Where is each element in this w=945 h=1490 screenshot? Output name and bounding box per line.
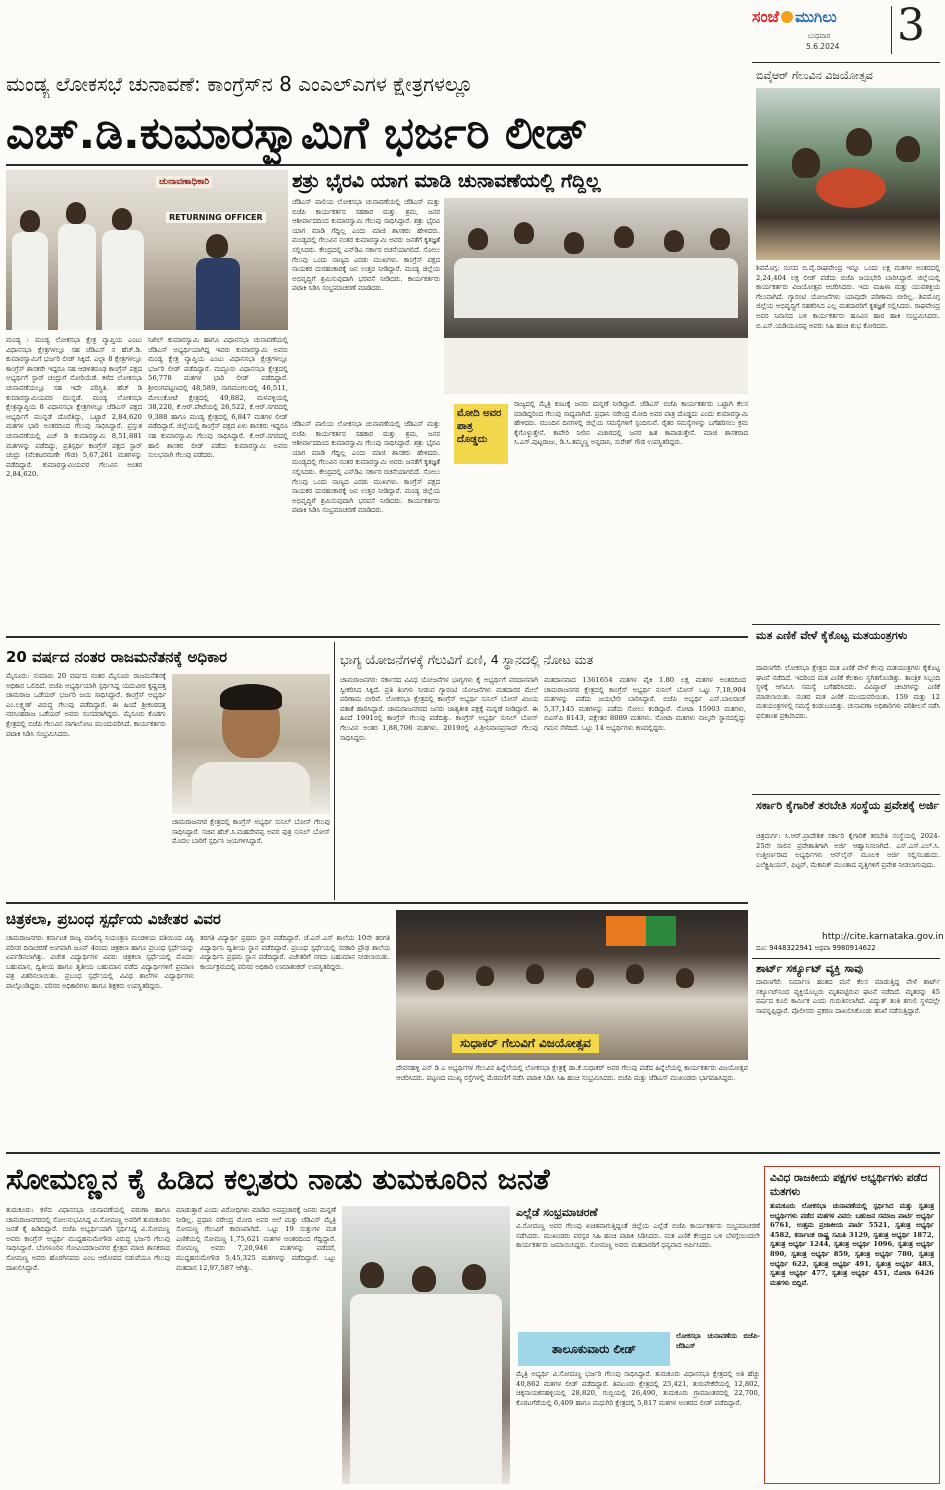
- row3-left-body: ಚಾಮರಾಜನಗರ: ಕರ್ನಾಟಕ ರಾಜ್ಯ ಮಾಲಿನ್ಯ ನಿಯಂತ್ರಣ ಮಂಡಳಿಯ ವತಿಯಿಂದ ವಿಶ್ವ ಪರಿಸರ ದಿನಾಚರಣೆ ಅಂಗವಾಗಿ ಜೂನ್ 4ರಂದು ಚಿತ್ರಕಲಾ ಹಾಗೂ ಪ್ರಬಂಧ ಸ್ಪರ್ಧೆಯನ್ನು ಏರ್ಪಡಿಸಲಾಗಿತ್ತು. ವಿಜೇತ ವಿದ್ಯಾರ್ಥಿಗಳ ವಿವರ: ಚಿತ್ರಕಲಾ ಸ್ಪರ್ಧೆಯಲ್ಲಿ ಮೊದಲ ಬಹುಮಾನ, ದ್ವಿತೀಯ ಹಾಗೂ ತೃತೀಯ ಬಹುಮಾನ ಪಡೆದ ವಿದ್ಯಾರ್ಥಿಗಳಿಗೆ ಪ್ರಮಾಣ ಪತ್ರ ವಿತರಿಸಲಾಯಿತು. ಪ್ರಬಂಧ ಸ್ಪರ್ಧೆಯಲ್ಲಿ ವಿವಿಧ ಶಾಲೆಗಳ ವಿದ್ಯಾರ್ಥಿಗಳು ಪಾಲ್ಗೊಂಡಿದ್ದರು. ಪರಿಸರ ಅಧಿಕಾರಿಗಳು ಹಾಗೂ ಶಿಕ್ಷಕರು ಉಪಸ್ಥಿತರಿದ್ದರು.: [6, 934, 194, 990]
- taluk-lead-label: ತಾಲೂಕುವಾರು ಲೀಡ್: [551, 1341, 637, 1356]
- lead-kicker: ಮಂಡ್ಯ ಲೋಕಸಭೆ ಚುನಾವಣೆ: ಕಾಂಗ್ರೆಸ್‌ನ 8 ಎಂಎಲ್‌ಎಗಳ ಕ್ಷೇತ್ರಗಳಲ್ಲೂ: [6, 72, 473, 96]
- person: [454, 258, 738, 318]
- rule: [752, 794, 940, 795]
- right-top-title: ಬಿವೈಆರ್ ಗೆಲುವಿನ ವಿಜಯೋತ್ಸವ: [756, 69, 873, 82]
- person: [426, 970, 444, 990]
- person: [462, 1264, 486, 1290]
- row3-photo-celebration: [396, 910, 748, 1060]
- sun-icon: [781, 11, 793, 23]
- person: [360, 1262, 384, 1288]
- row3-left-title: ಚಿತ್ರಕಲಾ, ಪ್ರಬಂಧ ಸ್ಪರ್ಧೆಯ ವಿಜೇತರ ವಿವರ: [6, 910, 221, 928]
- lead-body-pull: ರಾಜ್ಯದಲ್ಲಿ ಮೈತ್ರಿ ಕೂಟಕ್ಕೆ ಜನರು ಮನ್ನಣೆ ನೀಡಿದ್ದಾರೆ. ಜೆಡಿಎಸ್ ಬಿಜೆಪಿ ಕಾರ್ಯಕರ್ತರು ಒಟ್ಟಾಗಿ ಕೆಲಸ ಮಾಡಿದ್ದರಿಂದ ಗೆಲುವು ಸಾಧ್ಯವಾಗಿದೆ. ಪ್ರಧಾನಿ ನರೇಂದ್ರ ಮೋದಿ ಅವರ ಪಾತ್ರ ದೊಡ್ಡದು ಎಂದು ಕುಮಾರಸ್ವಾಮಿ ಹೇಳಿದರು. ಮುಂದಿನ ದಿನಗಳಲ್ಲಿ ಜಿಲ್ಲೆಯ ಸಮಸ್ಯೆಗಳಿಗೆ ಸ್ಪಂದಿಸುವೆ. ರೈತರ ಸಮಸ್ಯೆಗಳನ್ನು ಬಗೆಹರಿಸಲು ಕ್ರಮ ಕೈಗೊಳ್ಳುತ್ತೇನೆ. ಕಾವೇರಿ ನೀರಿನ ವಿಚಾರದಲ್ಲಿ ಜನರ ಹಿತ ಕಾಪಾಡುತ್ತೇನೆ. ಮಾಜಿ ಶಾಸಕರಾದ ಸಿ.ಎಸ್.ಪುಟ್ಟರಾಜು, ಡಿ.ಸಿ.ತಮ್ಮಣ್ಣ ಅನ್ನದಾನಿ, ಸುರೇಶ್ ಗೌಡ ಉಪಸ್ಥಿತರಿದ್ದರು.: [514, 400, 748, 447]
- lead-body-right: ಜೆಡಿಎಸ್ ಪಾಲಿಯ ಲೋಕಸಭಾ ಚುನಾವಣೆಯಲ್ಲಿ ಜೆಡಿಎಸ್ ಮತ್ತು ಬಿಜೆಪಿ ಕಾರ್ಯಕರ್ತರ ಸಹಕಾರ ಮತ್ತು ಶ್ರಮ, ಜನರ ಆಶೀರ್ವಾದದಿಂದ ಕುಮಾರಸ್ವಾಮಿ ಗೆಲುವು ಸಾಧಿಸಿದ್ದಾರೆ. ಶತ್ರು ಭೈರವಿ ಯಾಗ ಮಾಡಿ ಗೆದ್ದಿಲ್ಲ ಎಂದು ಮಾಜಿ ಶಾಸಕರು ಹೇಳಿದರು. ಮಂಡ್ಯದಲ್ಲಿ ಗೆಲುವಿನ ನಂತರ ಕುಮಾರಸ್ವಾಮಿ ಅವರು ಜನತೆಗೆ ಕೃತಜ್ಞತೆ ಸಲ್ಲಿಸಿದರು. ಕೇಂದ್ರದಲ್ಲಿ ಎನ್‌ಡಿಎ ಸರ್ಕಾರ ರಚನೆಯಾಗಲಿದೆ. ಸೋಲು ಗೆಲುವು ಒಂದು ನಾಣ್ಯದ ಎರಡು ಮುಖಗಳು. ಕಾಂಗ್ರೆಸ್ ಪಕ್ಷದ ನಾಯಕರ ದುರಹಂಕಾರಕ್ಕೆ ಜನ ಉತ್ತರ ನೀಡಿದ್ದಾರೆ. ಮಂಡ್ಯ ಜಿಲ್ಲೆಯ ಅಭಿವೃದ್ಧಿಗೆ ಶ್ರಮಿಸುವುದಾಗಿ ಭರವಸೆ ನೀಡಿದರು. ಕಾರ್ಯಕರ್ತರು ಪಟಾಕಿ ಸಿಡಿಸಿ ಸಂಭ್ರಮಾಚರಣೆ ಮಾಡಿದರು.: [292, 198, 440, 293]
- garland: [816, 168, 886, 208]
- row2-mid-body-1: ಚಾಮರಾಜನಗರ: ಸರ್ಕಾರದ ವಿವಿಧ ಯೋಜನೆಗಳ ಭಾಗ್ಯಗಳು ಕೈ ಅಭ್ಯರ್ಥಿಗೆ ವರದಾನವಾಗಿ ಸ್ವೀಕರಿಸಿದ ಸಿಕ್ಕಿದೆ. ಪ್ರತಿ ತಿಂಗಳು ನೀಡುವ ಗ್ಯಾರಂಟಿ ಯೋಜನೆಗಳು ಮತದಾರರ ಮೇಲೆ ಪರಿಣಾಮ ಬೀರಿವೆ. ಲೋಕಸಭಾ ಕ್ಷೇತ್ರದಲ್ಲಿ ಕಾಂಗ್ರೆಸ್ ಅಭ್ಯರ್ಥಿ ಸುನಿಲ್ ಬೋಸ್ ವಿಜಯ ಪತಾಕೆ ಹಾರಿಸಿದ್ದಾರೆ. ಚಾಮರಾಜನಗರದ ಜನರು ಜಾತ್ಯತೀತ ಪಕ್ಷಕ್ಕೆ ಮನ್ನಣೆ ನೀಡಿದ್ದಾರೆ. ಈ ಹಿಂದೆ 1991ರಲ್ಲಿ ಕಾಂಗ್ರೆಸ್ ಗೆಲುವು ಪಡೆದಿತ್ತು. ಕಾಂಗ್ರೆಸ್ ಅಭ್ಯರ್ಥಿ ಸುನಿಲ್ ಬೋಸ್ ಗೆಲುವಿನ ಅಂತರ 1,88,706 ಮತಗಳು. 2019ರಲ್ಲಿ ವಿ.ಶ್ರೀನಿವಾಸಪ್ರಸಾದ್ ಗೆಲುವು ಸಾಧಿಸಿದ್ದರು.: [340, 676, 538, 742]
- press-table: [444, 338, 748, 394]
- lead-headline: ಎಚ್.ಡಿ.ಕುಮಾರಸ್ವಾಮಿಗೆ ಭರ್ಜರಿ ಲೀಡ್: [6, 108, 588, 159]
- person: [792, 148, 820, 178]
- row2-mid-title: ಭಾಗ್ಯ ಯೋಜನೆಗಳಕ್ಕೆ ಗೆಲುವಿಗೆ ಏಣಿ, 4 ಸ್ಥಾನದಲ್ಲಿ ನೋಟ ಮತ: [340, 652, 594, 667]
- bottom-photo-somanna: [342, 1206, 510, 1484]
- lead-subhead: ಶತ್ರು ಭೈರವಿ ಯಾಗ ಮಾಡಿ ಚುನಾವಣೆಯಲ್ಲಿ ಗೆದ್ದಿಲ್ಲ: [292, 170, 601, 192]
- pull-quote-text: ಮೋದಿ ಅವರ ಪಾತ್ರ ದೊಡ್ಡದು: [457, 408, 502, 445]
- rule: [334, 642, 335, 900]
- rule: [6, 164, 748, 166]
- row2-mid-body-2: ಮತದಾನವಾದ 1361654 ಮತಗಳ ಪೈಕಿ 1.80 ಲಕ್ಷ ಮತಗಳ ಅಂತರದಿಂದ ಚಾಮರಾಜನಗರ ಕ್ಷೇತ್ರದಲ್ಲಿ ಕಾಂಗ್ರೆಸ್ ಅಭ್ಯರ್ಥಿ ಸುನಿಲ್ ಬೋಸ್ ಒಟ್ಟು 7,18,904 ಮತಗಳನ್ನು ಪಡೆದು ಜಯಭೇರಿ ಬಾರಿಸಿದ್ದಾರೆ. ಬಿಜೆಪಿ ಅಭ್ಯರ್ಥಿ ಎಸ್.ಬಾಲರಾಜ್ 5,37,145 ಮತಗಳನ್ನು ಪಡೆದು ಸೋಲು ಕಂಡಿದ್ದಾರೆ. ನೋಟಾ 15903 ಮತಗಳು, ಬಿಎಸ್‌ಪಿ 8143, ಪಕ್ಷೇತರ 8089 ಮತಗಳು. ನೋಟಾ ಮತಗಳು ನಾಲ್ಕನೇ ಸ್ಥಾನದಲ್ಲಿದ್ದು ಗಮನ ಸೆಳೆದಿದೆ. ಒಟ್ಟು 14 ಅಭ್ಯರ್ಥಿಗಳು ಕಣದಲ್ಲಿದ್ದರು.: [544, 676, 746, 732]
- person: [676, 968, 694, 988]
- right-job-phone: ದೂ: 9448322941 ಅಥವಾ 9980914622: [756, 944, 876, 952]
- rule: [6, 902, 748, 904]
- portrait-shirt: [192, 762, 310, 814]
- row3-photo-body: ದೇವನಹಳ್ಳಿ ಎನ್ ಡಿ ಎ ಅಭ್ಯರ್ಥಿಗಳ ಗೆಲುವಿನ ಹಿನ್ನೆಲೆಯಲ್ಲಿ ಲೋಕಸಭಾ ಕ್ಷೇತ್ರಕ್ಕೆ ಡಾ.ಕೆ.ಸುಧಾಕರ್ ಅವರ ಗೆಲುವು ಪಡೆದ ಹಿನ್ನೆಲೆಯಲ್ಲಿ ಕಾರ್ಯಕರ್ತರು ವಿಜಯೋತ್ಸವ ಆಚರಿಸಿದರು. ಪಟ್ಟಣದ ಮುಖ್ಯ ರಸ್ತೆಗಳಲ್ಲಿ ಮೆರವಣಿಗೆ ನಡೆಸಿ ಪಟಾಕಿ ಸಿಡಿಸಿ ಸಿಹಿ ಹಂಚಿ ಸಂಭ್ರಮಿಸಿದರು. ಬಿಜೆಪಿ ಮತ್ತು ಜೆಡಿಎಸ್ ಮುಖಂಡರು ಭಾಗವಹಿಸಿದ್ದರು.: [396, 1064, 748, 1082]
- person: [12, 232, 48, 330]
- rule: [6, 636, 748, 638]
- lead-photo-press: [444, 198, 748, 394]
- right-top-photo: [756, 88, 940, 260]
- person: [206, 234, 228, 258]
- logo-mugilu: ಮುಗಿಲು: [794, 8, 837, 26]
- rule: [6, 1152, 940, 1154]
- person: [576, 968, 594, 988]
- portrait-hair: [220, 684, 282, 710]
- person: [664, 230, 684, 252]
- person: [102, 230, 144, 330]
- masthead-date: 5.6.2024: [806, 42, 840, 51]
- photo-banner: ಚುನಾವಣಾಧಿಕಾರಿ: [156, 176, 212, 188]
- row2-left-title: 20 ವರ್ಷದ ನಂತರ ರಾಜಮನೆತನಕ್ಕೆ ಅಧಿಕಾರ: [6, 648, 228, 666]
- right-short-body: ದಾವಣಗೆರೆ: ನಿರ್ಮಾಣ ಹಂತದ ಮನೆ ಕೆಲಸ ಮಾಡುತ್ತಿದ್ದ ವೇಳೆ ಶಾರ್ಟ್ ಸರ್ಕ್ಯೂಟ್‌ನಿಂದ ವ್ಯಕ್ತಿಯೊಬ್ಬರು ಮೃತಪಟ್ಟಿರುವ ಘಟನೆ ನಡೆದಿದೆ. ಮೃತರನ್ನು 45 ವರ್ಷದ ಕೂಲಿ ಕಾರ್ಮಿಕ ಎಂದು ಗುರುತಿಸಲಾಗಿದೆ. ವಿದ್ಯುತ್ ತಂತಿ ತಗುಲಿ ಸ್ಥಳದಲ್ಲೇ ಸಾವನ್ನಪ್ಪಿದ್ದಾರೆ. ಪೊಲೀಸರು ಪ್ರಕರಣ ದಾಖಲಿಸಿಕೊಂಡು ತನಿಖೆ ನಡೆಸುತ್ತಿದ್ದಾರೆ.: [756, 978, 940, 1015]
- lead-body-mid: ನಿಖಿಲ್ ಕುಮಾರಸ್ವಾಮಿ ಹಾಗೂ ವಿಧಾನಸಭಾ ಚುನಾವಣೆಯಲ್ಲಿ ಜೆಡಿಎಸ್ ಅಭ್ಯರ್ಥಿಯಾಗಿದ್ದ ಇವರು ಕುಮಾರಸ್ವಾಮಿ ಅವರು ಮಂಡ್ಯ ಕ್ಷೇತ್ರ ವ್ಯಾಪ್ತಿಯ ಎಂಟು ವಿಧಾನಸಭಾ ಕ್ಷೇತ್ರಗಳಲ್ಲೂ ಭರ್ಜರಿ ಲೀಡ್ ಪಡೆದಿದ್ದಾರೆ. ಮದ್ದೂರು ವಿಧಾನಸಭಾ ಕ್ಷೇತ್ರದಲ್ಲಿ 56,778 ಮತಗಳ ಭಾರಿ ಲೀಡ್ ಪಡೆದಿದ್ದಾರೆ. ಶ್ರೀರಂಗಪಟ್ಟಣದಲ್ಲಿ 48,589, ನಾಗಮಂಗಲದಲ್ಲಿ 46,511, ಮೇಲುಕೋಟೆ ಕ್ಷೇತ್ರದಲ್ಲಿ 49,882, ಮಳವಳ್ಳಿಯಲ್ಲಿ 38,220, ಕೆ.ಆರ್.ಪೇಟೆಯಲ್ಲಿ 26,522, ಕೆ.ಆರ್.ನಗರದಲ್ಲಿ 9,388 ಹಾಗೂ ಮಂಡ್ಯ ಕ್ಷೇತ್ರದಲ್ಲಿ 6,847 ಮತಗಳ ಲೀಡ್ ಪಡೆದಿದ್ದಾರೆ. ಜಿಲ್ಲೆಯಲ್ಲಿ ಕಾಂಗ್ರೆಸ್ ಪಕ್ಷದ ಏಳು ಶಾಸಕರು ಇದ್ದರೂ ಸಹ ಕುಮಾರಸ್ವಾಮಿ ಗೆಲುವು ಸಾಧಿಸಿದ್ದಾರೆ. ಕೆ.ಆರ್.ನಗರದಲ್ಲಿ ಹಾಲಿ ಶಾಸಕರ ಲೀಡ್ ಪಡೆದು ಕುಮಾರಸ್ವಾಮಿ ಅವರು ಸುಲಭವಾಗಿ ಗೆಲುವು ಪಡೆದರು.: [148, 336, 288, 460]
- votes-box-body: ತುಮಕೂರು ಲೋಕಸಭಾ ಚುನಾವಣೆಯಲ್ಲಿ ಸ್ಪರ್ಧಿಸಿದ ಮತ್ತು ಸ್ವತಂತ್ರ ಅಭ್ಯರ್ಥಿಗಳು ಪಡೆದ ಮತಗಳ ವಿವರ: ಬಹುಜನ ಸಮಾಜ ಪಾರ್ಟಿ ಅಭ್ಯರ್ಥಿ 6761, ಉತ್ತಮ ಪ್ರಜಾಕೀಯ ಪಾರ್ಟಿ 5521, ಸ್ವತಂತ್ರ ಅಭ್ಯರ್ಥಿ 4582, ಕರ್ನಾಟಕ ರಾಷ್ಟ್ರ ಸಮಿತಿ 3129, ಸ್ವತಂತ್ರ ಅಭ್ಯರ್ಥಿ 1872, ಸ್ವತಂತ್ರ ಅಭ್ಯರ್ಥಿ 1244, ಸ್ವತಂತ್ರ ಅಭ್ಯರ್ಥಿ 1096, ಸ್ವತಂತ್ರ ಅಭ್ಯರ್ಥಿ 890, ಸ್ವತಂತ್ರ ಅಭ್ಯರ್ಥಿ 859, ಸ್ವತಂತ್ರ ಅಭ್ಯರ್ಥಿ 780, ಸ್ವತಂತ್ರ ಅಭ್ಯರ್ಥಿ 622, ಸ್ವತಂತ್ರ ಅಭ್ಯರ್ಥಿ 491, ಸ್ವತಂತ್ರ ಅಭ್ಯರ್ಥಿ 483, ಸ್ವತಂತ್ರ ಅಭ್ಯರ್ಥಿ 477, ಸ್ವತಂತ್ರ ಅಭ್ಯರ್ಥಿ 451, ನೋಟಾ 6426 ಮತಗಳು ಬಿದ್ದಿವೆ.: [770, 1202, 934, 1287]
- rule: [752, 62, 940, 63]
- person: [350, 1294, 502, 1484]
- person: [476, 966, 494, 986]
- person: [66, 202, 86, 224]
- flag: [606, 916, 646, 946]
- bottom-body-2: ಮಾಡುತ್ತಾರೆ ಎಂದು ವಿರೋಧಿಗಳು ಮಾಡಿದ ಅಪಪ್ರಚಾರಕ್ಕೆ ಜನರು ಮನ್ನಣೆ ನೀಡಿಲ್ಲ. ಪ್ರಧಾನಿ ನರೇಂದ್ರ ಮೋದಿ ಅವರ ಅಲೆ ಮತ್ತು ಜೆಡಿಎಸ್ ಮೈತ್ರಿ ಸೋಮಣ್ಣ ಗೆಲುವಿಗೆ ಕಾರಣವಾಗಿದೆ. ಒಟ್ಟು 19 ಸುತ್ತುಗಳ ಮತ ಎಣಿಕೆಯಲ್ಲಿ ಸೋಮಣ್ಣ 1,75,621 ಮತಗಳ ಅಂತರದಿಂದ ಗೆದ್ದಿದ್ದಾರೆ. ಸೋಮಣ್ಣ ಅವರು 7,20,946 ಮತಗಳನ್ನು ಪಡೆದರೆ, ಮುದ್ದಹನುಮೇಗೌಡ 5,45,325 ಮತಗಳನ್ನು ಪಡೆದಿದ್ದಾರೆ. ಒಟ್ಟು ಮತದಾನ 12,97,587 ಆಗಿತ್ತು.: [176, 1206, 336, 1272]
- lead-photo-nomination: [6, 170, 288, 330]
- bottom-body-1: ತುಮಕೂರು: ಕಳೆದ ವಿಧಾನಸಭಾ ಚುನಾವಣೆಯಲ್ಲಿ ವರುಣಾ ಹಾಗೂ ಚಾಮರಾಜನಗರದಲ್ಲಿ ಸೋಲನುಭವಿಸಿದ್ದ ವಿ.ಸೋಮಣ್ಣ ಅವರಿಗೆ ತುಮಕೂರಿನ ಜನತೆ ಕೈ ಹಿಡಿದಿದ್ದಾರೆ. ಬಿಜೆಪಿ ಅಭ್ಯರ್ಥಿಯಾಗಿ ಸ್ಪರ್ಧಿಸಿದ್ದ ವಿ.ಸೋಮಣ್ಣ ಅವರು ಕಾಂಗ್ರೆಸ್ ಅಭ್ಯರ್ಥಿ ಮುದ್ದಹನುಮೇಗೌಡ ವಿರುದ್ಧ ಭರ್ಜರಿ ಗೆಲುವು ಸಾಧಿಸಿದ್ದಾರೆ. ಬೆಂಗಳೂರಿನ ಗೋವಿಂದರಾಜನಗರ ಕ್ಷೇತ್ರದ ಮಾಜಿ ಶಾಸಕರಾದ ಸೋಮಣ್ಣ ಅವರು ಹೊರಗಿನವರು ಎಂಬ ಆರೋಪದ ನಡುವೆಯೂ ಗೆಲುವು ದಾಖಲಿಸಿದ್ದಾರೆ.: [6, 1206, 170, 1272]
- person: [412, 1266, 436, 1292]
- lead-body-left: ಮಂಡ್ಯ : ಮಂಡ್ಯ ಲೋಕಸಭಾ ಕ್ಷೇತ್ರ ವ್ಯಾಪ್ತಿಯ ಎಂಟು ವಿಧಾನಸಭಾ ಕ್ಷೇತ್ರಗಳಲ್ಲೂ ಸಹ ಜೆಡಿಎಸ್ ನ ಹೆಚ್.ಡಿ. ಕುಮಾರಸ್ವಾಮಿಗೆ ಭರ್ಜರಿ ಲೀಡ್ ಸಿಕ್ಕಿದೆ. ಎಲ್ಲಾ 8 ಕ್ಷೇತ್ರಗಳಲ್ಲೂ ಕಾಂಗ್ರೆಸ್ ಶಾಸಕರೇ ಇದ್ದರೂ ಸಹ ಆಡಳಿತರೂಢ ಕಾಂಗ್ರೆಸ್ ಪಕ್ಷದ ಅಭ್ಯರ್ಥಿಗೆ ಸ್ಟಾರ್ ಚಂದ್ರುಗೆ ನೋರಿಯೆಡೆ. ಕಳೆದ ಲೋಕಸಭಾ ಚುನಾವಣೆಯಲ್ಲೂ ಸಹ ಇದೇ ಪರಿಸ್ಥಿತಿ. ಹೆಚ್ ಡಿ ಕುಮಾರಸ್ವಾಮಿಯವರ ಮುನ್ನಡೆ. ಮಂಡ್ಯ ಲೋಕಸಭಾ ಕ್ಷೇತ್ರವ್ಯಾಪ್ತಿಯ 8 ವಿಧಾನಸಭಾ ಕ್ಷೇತ್ರಗಳಲ್ಲೂ ಜೆಡಿಎಸ್ ಪಕ್ಷದ ಅಭ್ಯರ್ಥಿಗೆ ಮುನ್ನಡೆ ದೊರೆತಿದ್ದು, ಒಟ್ಟಾರೆ 2,84,620 ಮತಗಳ ಭಾರಿ ಅಂತರದಿಂದ ಗೆಲುವು ಸಾಧಿಸಿದ್ದಾರೆ. ಪ್ರಸ್ತುತ ಚುನಾವಣೆಯಲ್ಲಿ ಎಚ್ ಡಿ ಕುಮಾರಸ್ವಾಮಿ 8,51,881 ಮತಗಳನ್ನು ಪಡೆದಿದ್ದು, ಪ್ರತಿಸ್ಪರ್ಧಿ ಕಾಂಗ್ರೆಸ್ ಪಕ್ಷದ ಸ್ಟಾರ್ ಚಂದ್ರು (ವೆಂಕಟರಮಣೇ ಗೌಡ) 5,67,261 ಮತಗಳನ್ನು ಪಡೆದಿದ್ದಾರೆ. ಕುಮಾರಸ್ವಾಮಿಯವರ ಗೆಲುವಿನ ಅಂತರ 2,84,620.: [6, 336, 142, 479]
- person: [614, 226, 634, 248]
- person: [20, 210, 40, 232]
- masthead: [0, 0, 945, 70]
- person: [564, 232, 584, 254]
- bottom-box-title: ಎಲ್ಲೆಡೆ ಸಂಭ್ರಮಾಚರಣೆ: [516, 1206, 598, 1219]
- row2-portrait: [172, 674, 330, 814]
- right-top-body: ಶಿವಮೊಗ್ಗ: ಸಂಸದ ಬಿ.ವೈ.ರಾಘವೇಂದ್ರ ಇನ್ನೂ ಒಂದು ಲಕ್ಷ ಮತಗಳ ಅಂತರದಲ್ಲಿ 2,24,404 ಲಕ್ಷ ಲೀಡ್ ಪಡೆದು ಬಿಜೆಪಿ ಜಯಭೇರಿ ಬಾರಿಸಿದ್ದಾರೆ. ಜಿಲ್ಲೆಯಲ್ಲಿ ಕಾರ್ಯಕರ್ತರು ವಿಜಯೋತ್ಸವ ಆಚರಿಸಿದರು. ಇದು ಮಹಿಳಾ ಮತ್ತು ಯುವಶಕ್ತಿಯ ಗೆಲುವಾಗಿದೆ. ಗ್ಯಾರಂಟಿ ಯೋಜನೆಗಳು ಯಾವುದೇ ಪರಿಣಾಮ ಬೀರಿಲ್ಲ. ಶಿವಮೊಗ್ಗ ಜಿಲ್ಲೆಯ ಅಭಿವೃದ್ಧಿಗೆ ಸಹಕರಿಸಿದ ಎಲ್ಲ ಮತದಾರರಿಗೆ ಕೃತಜ್ಞತೆ ಸಲ್ಲಿಸಿದರು. ರಾಘವೇಂದ್ರ ಅವರ ನಿವಾಸದ ಬಳಿ ಕಾರ್ಯಕರ್ತರು ಹೂವಿನ ಹಾರ ಹಾಕಿ ಸಂಭ್ರಮಿಸಿದರು. ಬಿ.ಎಸ್.ಯಡಿಯೂರಪ್ಪ ಅವರು ಸಿಹಿ ಹಂಚಿ ಶುಭ ಕೋರಿದರು.: [756, 264, 940, 330]
- person: [58, 224, 96, 330]
- masthead-logo: [752, 6, 888, 28]
- row2-left-body-2: ಚಾಮರಾಜನಗರ ಕ್ಷೇತ್ರದಲ್ಲಿ ಕಾಂಗ್ರೆಸ್ ಅಭ್ಯರ್ಥಿ ಸುನಿಲ್ ಬೋಸ್ ಗೆಲುವು ಸಾಧಿಸಿದ್ದಾರೆ. ಸಚಿವ ಹೆಚ್.ಸಿ.ಮಹದೇವಪ್ಪ ಅವರ ಪುತ್ರ ಸುನಿಲ್ ಬೋಸ್ ಮೊದಲ ಬಾರಿಗೆ ಸ್ಪರ್ಧಿಸಿ ಜಯಗಳಿಸಿದ್ದಾರೆ.: [172, 818, 330, 846]
- row3-left-body-2: ತರಗತಿ ವಿದ್ಯಾರ್ಥಿ ಪ್ರಥಮ ಸ್ಥಾನ ಪಡೆದಿದ್ದಾರೆ. ಜೆ.ಎಸ್.ಎಸ್ ಶಾಲೆಯ 10ನೇ ತರಗತಿ ವಿದ್ಯಾರ್ಥಿನಿ ದ್ವಿತೀಯ ಸ್ಥಾನ ಪಡೆದಿದ್ದಾರೆ. ಪ್ರಬಂಧ ಸ್ಪರ್ಧೆಯಲ್ಲಿ ಸರಕಾರಿ ಪ್ರೌಢ ಶಾಲೆಯ ವಿದ್ಯಾರ್ಥಿನಿ ಪ್ರಥಮ ಸ್ಥಾನ ಪಡೆದಿದ್ದಾರೆ. ವಿಜೇತರಿಗೆ ನಗದು ಬಹುಮಾನ ನೀಡಲಾಯಿತು. ಕಾರ್ಯಕ್ರಮದಲ್ಲಿ ಪರಿಸರ ಅಧಿಕಾರಿ ಉಮಾಶಂಕರ್ ಉಪಸ್ಥಿತರಿದ್ದರು.: [200, 934, 390, 971]
- masthead-divider: [891, 6, 892, 54]
- photo-caption-badge: ಸುಧಾಕರ್ ಗೆಲುವಿಗೆ ವಿಜಯೋತ್ಸವ: [452, 1034, 599, 1053]
- lead-body-mid-2: ಜೆಡಿಎಸ್ ಪಾಲಿಯ ಲೋಕಸಭಾ ಚುನಾವಣೆಯಲ್ಲಿ ಜೆಡಿಎಸ್ ಮತ್ತು ಬಿಜೆಪಿ ಕಾರ್ಯಕರ್ತರ ಸಹಕಾರ ಮತ್ತು ಶ್ರಮ, ಜನರ ಆಶೀರ್ವಾದದಿಂದ ಕುಮಾರಸ್ವಾಮಿ ಗೆಲುವು ಸಾಧಿಸಿದ್ದಾರೆ. ಶತ್ರು ಭೈರವಿ ಯಾಗ ಮಾಡಿ ಗೆದ್ದಿಲ್ಲ ಎಂದು ಮಾಜಿ ಶಾಸಕರು ಹೇಳಿದರು. ಮಂಡ್ಯದಲ್ಲಿ ಗೆಲುವಿನ ನಂತರ ಕುಮಾರಸ್ವಾಮಿ ಅವರು ಜನತೆಗೆ ಕೃತಜ್ಞತೆ ಸಲ್ಲಿಸಿದರು. ಕೇಂದ್ರದಲ್ಲಿ ಎನ್‌ಡಿಎ ಸರ್ಕಾರ ರಚನೆಯಾಗಲಿದೆ. ಸೋಲು ಗೆಲುವು ಒಂದು ನಾಣ್ಯದ ಎರಡು ಮುಖಗಳು. ಕಾಂಗ್ರೆಸ್ ಪಕ್ಷದ ನಾಯಕರ ದುರಹಂಕಾರಕ್ಕೆ ಜನ ಉತ್ತರ ನೀಡಿದ್ದಾರೆ. ಮಂಡ್ಯ ಜಿಲ್ಲೆಯ ಅಭಿವೃದ್ಧಿಗೆ ಶ್ರಮಿಸುವುದಾಗಿ ಭರವಸೆ ನೀಡಿದರು. ಕಾರ್ಯಕರ್ತರು ಪಟಾಕಿ ಸಿಡಿಸಿ ಸಂಭ್ರಮಾಚರಣೆ ಮಾಡಿದರು.: [292, 420, 440, 515]
- taluk-lead-badge: [518, 1332, 670, 1366]
- person: [526, 964, 544, 984]
- person: [514, 222, 534, 244]
- taluk-body: ಮೈತ್ರಿ ಅಭ್ಯರ್ಥಿ ವಿ.ಸೋಮಣ್ಣ ಭರ್ಜರಿ ಗೆಲುವು ಸಾಧಿಸಿದ್ದಾರೆ. ತುಮಕೂರು ವಿಧಾನಸಭಾ ಕ್ಷೇತ್ರದಲ್ಲಿ ಅತಿ ಹೆಚ್ಚು 40,862 ಮತಗಳ ಲೀಡ್ ಪಡೆದಿದ್ದಾರೆ. ತಿಪಟೂರು ಕ್ಷೇತ್ರದಲ್ಲಿ 25,421, ತುರುವೇಕೆರೆಯಲ್ಲಿ 12,802, ಚಿಕ್ಕನಾಯಕನಹಳ್ಳಿಯಲ್ಲಿ 28,820, ಗುಬ್ಬಿಯಲ್ಲಿ 26,490, ತುಮಕೂರು ಗ್ರಾಮಾಂತರದಲ್ಲಿ 22,700, ಕೊರಟಗೆರೆಯಲ್ಲಿ 6,409 ಹಾಗೂ ಮಧುಗಿರಿ ಕ್ಷೇತ್ರದಲ್ಲಿ 5,817 ಮತಗಳ ಅಂತರದ ಲೀಡ್ ಪಡೆದಿದ್ದಾರೆ.: [516, 1370, 760, 1407]
- flag: [646, 916, 676, 946]
- photo-sign: RETURNING OFFICER: [166, 212, 266, 223]
- row2-left-body: ಮೈಸೂರು: ಸುಮಾರು 20 ವರ್ಷದ ನಂತರ ಮೈಸೂರು ರಾಜಮನೆತನಕ್ಕೆ ಅಧಿಕಾರ ಒಲಿದಿದೆ. ಬಿಜೆಪಿ ಅಭ್ಯರ್ಥಿಯಾಗಿ ಸ್ಪರ್ಧಿಸಿದ್ದ ಯದುವೀರ ಕೃಷ್ಣದತ್ತ ಚಾಮರಾಜ ಒಡೆಯರ್ ಭರ್ಜರಿ ಜಯ ಸಾಧಿಸಿದ್ದಾರೆ. ಕಾಂಗ್ರೆಸ್ ಅಭ್ಯರ್ಥಿ ಎಂ.ಲಕ್ಷ್ಮಣ್ ವಿರುದ್ಧ ಗೆಲುವು ಪಡೆದಿದ್ದಾರೆ. ಈ ಹಿಂದೆ ಶ್ರೀಕಂಠದತ್ತ ನರಸಿಂಹರಾಜ ಒಡೆಯರ್ ಅವರು ಸಂಸದರಾಗಿದ್ದರು. ಮೈಸೂರು ಕೊಡಗು ಕ್ಷೇತ್ರದಲ್ಲಿ ಬಿಜೆಪಿ ಗೆಲುವಿನ ನಾಗಾಲೋಟ ಮುಂದುವರಿಸಿದೆ. ಕಾರ್ಯಕರ್ತರು ಪಟಾಕಿ ಸಿಡಿಸಿ ಸಂಭ್ರಮಿಸಿದರು.: [6, 672, 166, 738]
- rule: [752, 624, 940, 625]
- person: [112, 208, 132, 230]
- right-short-title: ಶಾರ್ಟ್ ಸರ್ಕ್ಯೂಟ್ ವ್ಯಕ್ತಿ ಸಾವು: [756, 962, 864, 975]
- bottom-headline: ಸೋಮಣ್ಣನ ಕೈ ಹಿಡಿದ ಕಲ್ಪತರು ನಾಡು ತುಮಕೂರಿನ ಜನತೆ: [6, 1162, 550, 1196]
- person: [710, 228, 730, 250]
- person: [468, 228, 488, 250]
- votes-box-title: ವಿವಿಧ ರಾಜಕೀಯ ಪಕ್ಷಗಳ ಅಭ್ಯರ್ಥಿಗಳು ಪಡೆದ ಮತಗಳು: [770, 1172, 928, 1198]
- pull-quote: [454, 404, 508, 464]
- bottom-box-body: ವಿ.ಸೋಮಣ್ಣ ಅವರ ಗೆಲುವು ಖಚಿತವಾಗುತ್ತಿದ್ದಂತೆ ಜಿಲ್ಲೆಯ ಎಲ್ಲೆಡೆ ಬಿಜೆಪಿ ಕಾರ್ಯಕರ್ತರು ಸಂಭ್ರಮಾಚರಣೆ ನಡೆಸಿದರು. ಮುಖಂಡರು ಪರಸ್ಪರ ಸಿಹಿ ಹಂಚಿ ಪಟಾಕಿ ಸಿಡಿಸಿದರು. ಮತ ಎಣಿಕೆ ಕೇಂದ್ರದ ಬಳಿ ಬೆಳಗ್ಗೆಯಿಂದಲೇ ಕಾರ್ಯಕರ್ತರು ಜಮಾಯಿಸಿದ್ದರು. ಸೋಮಣ್ಣ ಅವರು ಮತದಾರರಿಗೆ ಧನ್ಯವಾದ ಅರ್ಪಿಸಿದರು.: [516, 1222, 760, 1250]
- rule: [752, 958, 940, 959]
- right-job-body: ಚಿತ್ರದುರ್ಗ: ಸಿ.ಆರ್.ಪ್ರಾದೇಶಿಕ ಸರ್ಕಾರಿ ಕೈಗಾರಿಕೆ ತರಬೇತಿ ಸಂಸ್ಥೆಯಲ್ಲಿ 2024-25ನೇ ಸಾಲಿನ ಪ್ರವೇಶಾತಿಗಾಗಿ ಅರ್ಜಿ ಆಹ್ವಾನಿಸಲಾಗಿದೆ. ಎಸ್.ಎಸ್.ಎಲ್.ಸಿ. ಉತ್ತೀರ್ಣರಾದ ಅಭ್ಯರ್ಥಿಗಳು ಆನ್‌ಲೈನ್ ಮೂಲಕ ಅರ್ಜಿ ಸಲ್ಲಿಸಬಹುದು. ಎಲೆಕ್ಟ್ರಿಷಿಯನ್, ಫಿಟ್ಟರ್, ಮೆಕಾನಿಕ್ ಮುಂತಾದ ವೃತ್ತಿಗಳಿಗೆ ಪ್ರವೇಶ ನೀಡಲಾಗುವುದು.: [756, 832, 940, 869]
- person: [626, 964, 644, 984]
- right-job-title: ಸರ್ಕಾರಿ ಕೈಗಾರಿಕೆ ತರಬೇತಿ ಸಂಸ್ಥೆಯ ಪ್ರವೇಶಕ್ಕೆ ಅರ್ಜಿ: [756, 799, 940, 812]
- logo-sanje: ಸಂಜೆ: [752, 7, 779, 26]
- votes-box: [764, 1166, 940, 1484]
- taluk-side: ಲೋಕಸಭಾ ಚುನಾವಣೆಯ ಬಿಜೆಪಿ-ಜೆಡಿಎಸ್: [676, 1332, 760, 1350]
- page-number: 3: [897, 0, 925, 51]
- right-mid-title: ಮತ ಎಣಿಕೆ ವೇಳೆ ಕೈಕೊಟ್ಟ ಮತಯಂತ್ರಗಳು: [756, 629, 908, 642]
- person: [196, 258, 240, 330]
- right-mid-body: ದಾವಣಗೆರೆ: ಲೋಕಸಭಾ ಕ್ಷೇತ್ರದ ಮತ ಎಣಿಕೆ ವೇಳೆ ಕೆಲವು ಮತಯಂತ್ರಗಳು ಕೈಕೊಟ್ಟ ಘಟನೆ ನಡೆದಿದೆ. ಇದರಿಂದ ಮತ ಎಣಿಕೆ ಕೆಲಕಾಲ ಸ್ಥಗಿತಗೊಂಡಿತ್ತು. ತಾಂತ್ರಿಕ ಸಿಬ್ಬಂದಿ ಸ್ಥಳಕ್ಕೆ ಆಗಮಿಸಿ ಸಮಸ್ಯೆ ಬಗೆಹರಿಸಿದರು. ವಿವಿಪ್ಯಾಟ್ ಚೀಟಿಗಳನ್ನು ಎಣಿಕೆ ಮಾಡಲಾಯಿತು. ನಂತರ ಮತ ಎಣಿಕೆ ಮುಂದುವರಿಯಿತು. 159 ಮತ್ತು 12 ಮತಯಂತ್ರಗಳಲ್ಲಿ ಸಮಸ್ಯೆ ಕಂಡುಬಂದಿತ್ತು. ಚುನಾವಣಾ ಅಧಿಕಾರಿಗಳು ಪರಿಶೀಲನೆ ನಡೆಸಿ ಫಲಿತಾಂಶ ಪ್ರಕಟಿಸಿದರು.: [756, 664, 940, 720]
- masthead-day: ಬುಧವಾರ: [808, 32, 831, 40]
- right-job-url[interactable]: http://cite.karnataka.gov.in: [822, 932, 944, 942]
- person: [896, 136, 920, 162]
- person: [846, 128, 872, 156]
